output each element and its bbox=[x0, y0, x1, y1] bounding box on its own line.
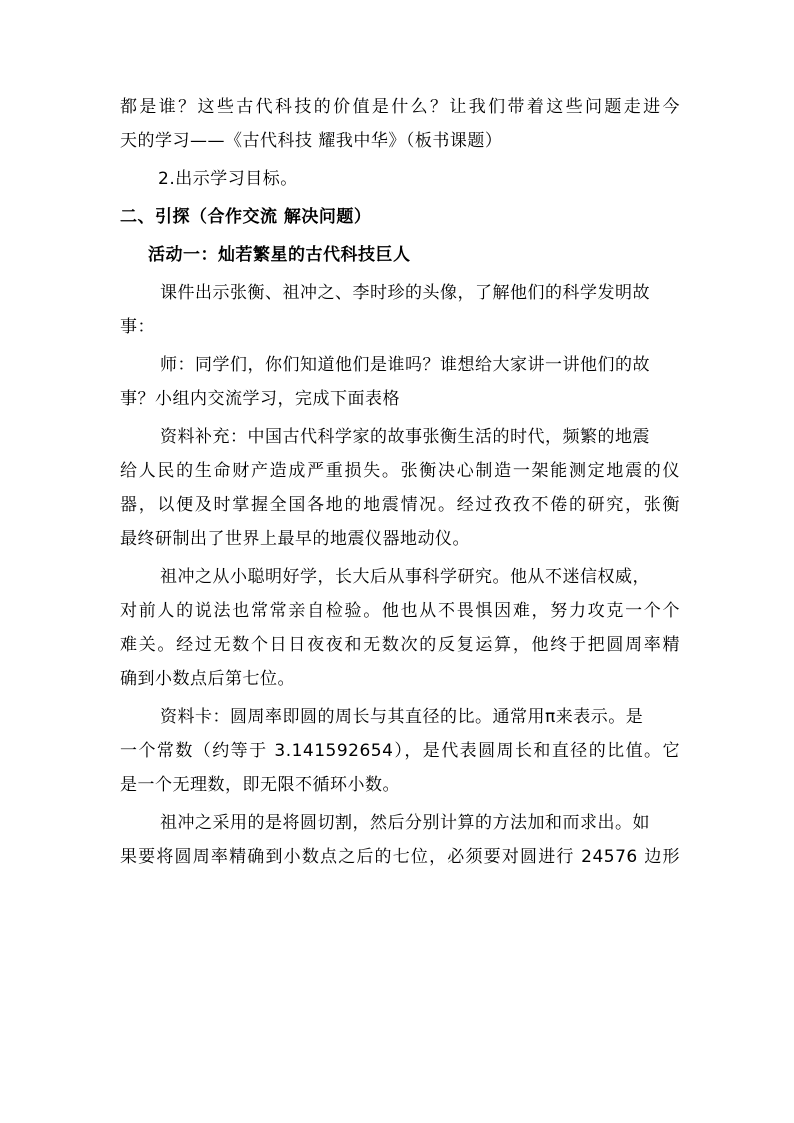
paragraph-line: 难关。经过无数个日日夜夜和无数次的反复运算，他终于把圆周率精 bbox=[120, 635, 680, 655]
paragraph-line: 是一个无理数，即无限不循环小数。 bbox=[120, 775, 400, 795]
paragraph-line: 事？小组内交流学习，完成下面表格 bbox=[120, 389, 400, 409]
section-heading: 二、引探（合作交流 解决问题） bbox=[120, 207, 372, 227]
paragraph-line: 事： bbox=[120, 317, 155, 337]
paragraph-line: 资料卡：圆周率即圆的周长与其直径的比。通常用π来表示。是 bbox=[160, 707, 644, 727]
list-item-learning-goals: 2.出示学习目标。 bbox=[158, 169, 298, 189]
paragraph-line: 给人民的生命财产造成严重损失。张衡决心制造一架能测定地震的仪 bbox=[120, 461, 680, 481]
document-page bbox=[120, 90, 680, 874]
paragraph-line: 课件出示张衡、祖冲之、李时珍的头像，了解他们的科学发明故 bbox=[160, 283, 650, 303]
paragraph-line: 天的学习——《古代科技 耀我中华》（板书课题） bbox=[120, 131, 503, 151]
paragraph-line: 果要将圆周率精确到小数点之后的七位，必须要对圆进行 24576 边形 bbox=[120, 847, 680, 867]
paragraph-line: 祖冲之采用的是将圆切割，然后分别计算的方法加和而求出。如 bbox=[160, 813, 650, 833]
paragraph-line: 对前人的说法也常常亲自检验。他也从不畏惧因难，努力攻克一个个 bbox=[120, 601, 680, 621]
paragraph-line: 器，以便及时掌握全国各地的地震情况。经过孜孜不倦的研究，张衡 bbox=[120, 495, 680, 515]
paragraph-line: 祖冲之从小聪明好学，长大后从事科学研究。他从不迷信权威， bbox=[160, 567, 650, 587]
paragraph-line: 资料补充：中国古代科学家的故事张衡生活的时代，频繁的地震 bbox=[160, 427, 650, 447]
activity-heading: 活动一：灿若繁星的古代科技巨人 bbox=[148, 245, 411, 265]
paragraph-line: 一个常数（约等于 3.141592654），是代表圆周长和直径的比值。它 bbox=[120, 741, 680, 761]
paragraph-line: 最终研制出了世界上最早的地震仪器地动仪。 bbox=[120, 529, 470, 549]
paragraph-line: 确到小数点后第七位。 bbox=[120, 669, 295, 689]
paragraph-line: 都是谁？这些古代科技的价值是什么？让我们带着这些问题走进今 bbox=[120, 97, 680, 117]
paragraph-line: 师：同学们，你们知道他们是谁吗？谁想给大家讲一讲他们的故 bbox=[160, 355, 650, 375]
